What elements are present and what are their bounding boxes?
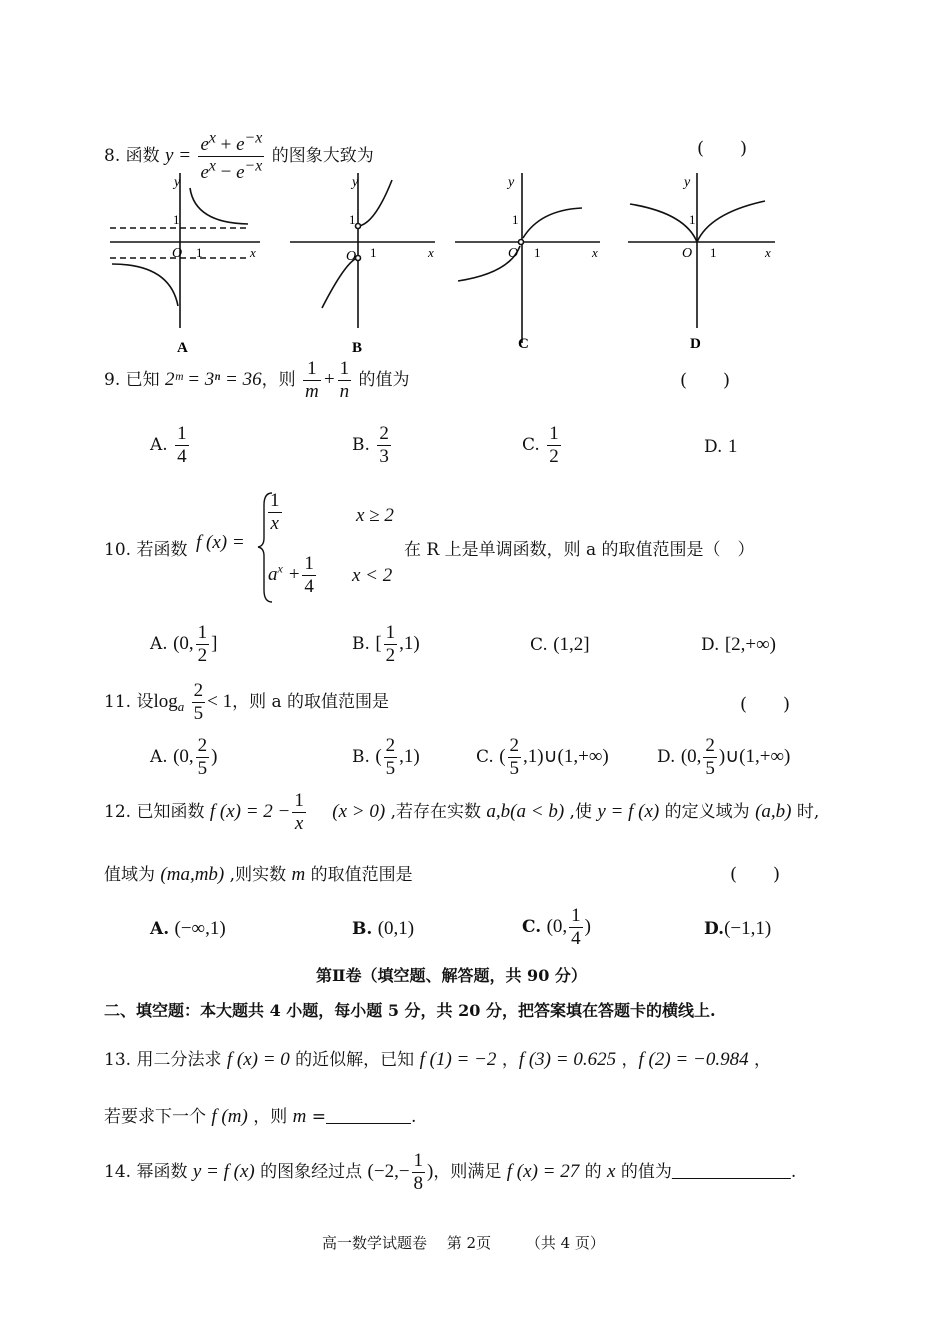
q13-line2: 若要求下一个 f (m) ，则 m = .	[104, 1106, 417, 1127]
graph-a	[110, 173, 260, 328]
q10-case2-expr: $a^x$ + $\frac{1}{4}$	[268, 553, 314, 597]
graph-c-label: C	[518, 336, 529, 352]
q12-answer-paren: ( )	[730, 864, 781, 885]
q10-case1-expr: $\frac{1}{x}$	[270, 490, 280, 534]
q12-option-b: B. (0,1)	[352, 918, 415, 939]
graph-b-label: B	[352, 340, 363, 356]
q10-option-c: C. (1,2]	[530, 634, 590, 655]
q10-option-d: D. [2,+∞)	[701, 634, 777, 655]
q14-stem: 14. 幂函数 y = f (x) 的图象经过点 (−2,− $\frac{1}{8}$ )，则满足 f (x) = 27 的 x 的值为 .	[104, 1150, 797, 1194]
q10-case2-cond: x < 2	[352, 565, 393, 586]
graph-c-1x: 1	[534, 245, 541, 260]
graph-b-y: y	[352, 175, 359, 190]
q8-suffix: 的图象大致为	[271, 146, 374, 167]
graph-d-y: y	[684, 175, 691, 190]
graph-b-1x: 1	[370, 245, 377, 260]
graph-d	[628, 173, 775, 328]
graph-a-label: A	[177, 340, 188, 356]
graph-a-x: x	[250, 245, 256, 260]
page-footer: 高一数学试题卷 第 2页 （共 4 页）	[322, 1234, 605, 1252]
q10-suffix: 在 R 上是单调函数，则 a 的取值范围是（ ）	[404, 540, 755, 560]
graph-b	[290, 173, 435, 328]
q11-answer-paren: ( )	[740, 694, 791, 715]
q12-option-d: D.(−1,1)	[704, 918, 772, 939]
q10-func: f (x) =	[196, 532, 245, 553]
q9-stem: 9. 已知 2ᵐ = 3ⁿ = 36，则 $\frac{1}{m}$ + $\frac{1}{n}$ 的值为	[104, 358, 410, 402]
q11-option-c: C. ( $\frac{2}{5}$ ,1)∪(1,+∞)	[476, 735, 609, 779]
section2-title: 第Ⅱ卷（填空题、解答题，共 90 分）	[316, 966, 587, 985]
q9-option-b: B. $\frac{2}{3}$	[352, 423, 389, 467]
graph-b-1: 1	[349, 212, 356, 227]
q12-line2: 值域为 (ma,mb) ,则实数 m 的取值范围是	[104, 864, 413, 885]
graph-c-1: 1	[512, 212, 519, 227]
graph-c-o: O	[508, 246, 519, 261]
graph-c-x: x	[592, 245, 598, 260]
q11-option-d: D. (0, $\frac{2}{5}$ )∪(1,+∞)	[657, 735, 791, 779]
graph-b-x: x	[428, 245, 434, 260]
q11-option-a: A. (0, $\frac{2}{5}$ )	[150, 735, 218, 779]
q12-option-c: C. (0, $\frac{1}{4}$ )	[522, 905, 591, 949]
q8-answer-paren: ( )	[697, 138, 748, 159]
graph-d-label: D	[690, 336, 701, 352]
q9-condition: 2ᵐ = 3ⁿ = 36	[165, 368, 262, 390]
graph-d-x: x	[765, 245, 771, 260]
q13-line1: 13. 用二分法求 f (x) = 0 的近似解，已知 f (1) = −2 ，f (3) = 0.625 ，f (2) = −0.984 ，	[104, 1049, 771, 1070]
q12-line1: 12. 已知函数 f (x) = 2 − $\frac{1}{x}$ (x > 0) ,若存在实数 a,b(a < b) ,使 y = f (x) 的定义域为 (a,b) 时,	[104, 790, 820, 834]
graph-d-1: 1	[689, 212, 696, 227]
graph-d-1x: 1	[710, 245, 717, 260]
q10-option-a: A. (0, $\frac{1}{2}$ ]	[150, 622, 218, 666]
graph-c	[455, 173, 600, 343]
graph-c-y: y	[508, 175, 515, 190]
q10-case1-cond: x ≥ 2	[356, 505, 394, 526]
graph-a-1x: 1	[196, 245, 203, 260]
q9-answer-paren: ( )	[680, 370, 731, 391]
q9-option-c: C. $\frac{1}{2}$	[522, 423, 559, 467]
q10-prefix: 10. 若函数	[104, 540, 188, 560]
graph-b-o: O	[346, 249, 357, 264]
section2-subtitle: 二、填空题：本大题共 4 小题，每小题 5 分，共 20 分，把答案填在答题卡的横线上.	[104, 1001, 716, 1020]
q10-option-b: B. [ $\frac{1}{2}$ ,1)	[352, 622, 420, 666]
q12-option-a: A. (−∞,1)	[150, 918, 226, 939]
q9-option-d: D. 1	[704, 436, 738, 457]
graph-a-y: y	[174, 175, 181, 190]
q11-option-b: B. ( $\frac{2}{5}$ ,1)	[352, 735, 420, 779]
graph-a-1: 1	[173, 212, 180, 227]
graph-a-o: O	[172, 246, 183, 261]
q8-graphs	[100, 168, 800, 358]
q9-option-a: A. $\frac{1}{4}$	[150, 423, 187, 467]
graph-d-o: O	[682, 246, 693, 261]
q8-prefix: 8. 函数	[104, 146, 160, 167]
q11-stem: 11. 设$\log_a$ $\frac{2}{5}$ < 1，则 a 的取值范围是	[104, 680, 390, 724]
q8-stem: 8. 函数 y = $\frac{e^x + e^{-x}}{e^x - e^{-x}}$ 的图象大致为	[104, 130, 374, 183]
